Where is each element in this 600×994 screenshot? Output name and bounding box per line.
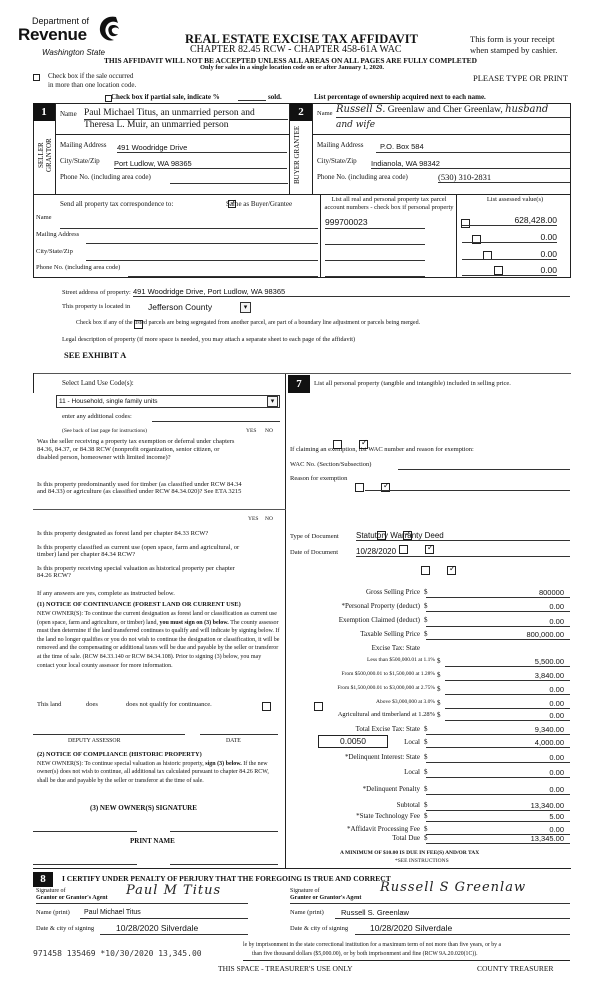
corr-city-input[interactable]: [86, 260, 318, 261]
buyer-name-handwritten-1: Russell S.: [336, 104, 386, 115]
question-historic-no[interactable]: [447, 566, 456, 575]
logo-dept-text: Department of: [32, 16, 90, 26]
does-not-label: does not qualify for continuance.: [126, 701, 212, 708]
total-state-value[interactable]: 9,340.00: [426, 724, 570, 735]
no-header-2: NO: [265, 516, 273, 522]
buyer-mailing-label: Mailing Address: [317, 141, 364, 149]
land-use-label: Select Land Use Code(s):: [62, 379, 134, 387]
exemption-claimed-label: Exemption Claimed (deduct): [338, 616, 420, 624]
section-8-badge: 8: [33, 872, 53, 887]
tier-4-value[interactable]: 0.00: [445, 698, 570, 709]
dor-swirl-icon: [96, 14, 122, 44]
street-address-value[interactable]: 491 Woodridge Drive, Port Ludlow, WA 98365: [133, 287, 570, 297]
grantee-signature[interactable]: Russell S Greenlaw: [380, 880, 527, 895]
grantee-name-label: Name (print): [290, 909, 324, 916]
parcel-number-0[interactable]: 999700023: [325, 217, 368, 227]
print-name-label: PRINT NAME: [130, 837, 175, 845]
total-due-label: Total Due: [392, 834, 420, 842]
assessed-value-3[interactable]: 0.00: [462, 265, 557, 276]
question-forest: Is this property designated as forest land per chapter 84.33 RCW?: [37, 530, 209, 537]
taxable-selling-price-label: Taxable Selling Price: [360, 630, 420, 638]
total-state-label: Total Excise Tax: State: [355, 725, 420, 733]
see-instructions-note: *SEE INSTRUCTIONS: [395, 858, 449, 864]
question-historic: Is this property receiving special valuation as historical property per chapter 84.26 RCW?: [37, 565, 235, 579]
processing-fee-value[interactable]: 0.00: [426, 824, 570, 835]
grantee-date-value[interactable]: 10/28/2020 Silverdale: [370, 923, 453, 933]
seller-name-label: Name: [60, 110, 77, 118]
partial-sale-percent-input[interactable]: [238, 100, 266, 101]
does-label: does: [86, 701, 98, 708]
buyer-name-label: Name: [317, 110, 333, 117]
grantee-date-label: Date & city of signing: [290, 925, 349, 932]
exemption-reason-label: Reason for exemption: [290, 475, 348, 482]
new-owner-sig-line-2[interactable]: [170, 831, 278, 832]
tier-ag-label: Agricultural and timberland at 1.28%: [337, 711, 435, 718]
gross-selling-price-label: Gross Selling Price: [365, 588, 420, 596]
buyer-name-handwritten-2: husband: [505, 104, 549, 115]
corr-mailing-input[interactable]: [86, 243, 318, 244]
assessed-header: List assessed value(s): [486, 196, 544, 203]
county-dropdown-icon[interactable]: ▾: [240, 302, 251, 313]
delinquent-penalty-value[interactable]: 0.00: [426, 784, 570, 795]
assessor-date-line[interactable]: [200, 734, 278, 735]
personal-property-deduct-label: *Personal Property (deduct): [341, 602, 420, 610]
doc-type-value[interactable]: Statutory Warranty Deed: [356, 531, 570, 541]
buyer-name-field[interactable]: [336, 104, 548, 115]
this-land-label: This land: [37, 701, 62, 708]
grantee-sig-label-2: Grantee or Grantor's Agent: [290, 895, 362, 901]
treasurer-use-label: THIS SPACE - TREASURER'S USE ONLY: [218, 964, 353, 973]
delinquent-interest-local-label: Local: [404, 768, 420, 776]
receipt-note-1: This form is your receipt: [470, 34, 555, 44]
dor-logo: [18, 14, 128, 62]
grantee-name-value[interactable]: Russell S. Greenlaw: [341, 908, 409, 917]
deputy-assessor-label: DEPUTY ASSESSOR: [68, 738, 121, 744]
land-use-select[interactable]: [56, 395, 280, 408]
subtotal-label: Subtotal: [396, 801, 420, 809]
question-timber-yes[interactable]: [355, 483, 364, 492]
print-name-line-2[interactable]: [170, 864, 278, 865]
exemption-label: If claiming an exemption, list WAC number and reason for exemption:: [290, 446, 474, 453]
street-address-label: Street address of property:: [62, 289, 131, 296]
same-as-buyer-label: Same as Buyer/Grantee: [226, 200, 293, 208]
buyer-name-typed: Greenlaw and Cher Greenlaw,: [387, 105, 503, 115]
new-owner-signature-label: (3) NEW OWNER(S) SIGNATURE: [90, 804, 197, 812]
grantee-sig-label-1: Signature of: [290, 888, 320, 894]
if-yes-note: If any answers are yes, complete as instructed below.: [37, 590, 175, 597]
notice2-body-b: If the new owner(s) does not wish to continue, all additional tax calculated pursuant to chapter 84.26 RCW, shall be due and payable by the seller or transferor at the time of sale.: [37, 761, 269, 784]
perjury-note-2: than five thousand dollars ($5,000.00), or by both imprisonment and fine (RCW 9A.20.020(1C)).: [252, 951, 478, 957]
logo-revenue-text: Revenue: [18, 25, 87, 44]
notice1-body-bold: you must sign on (3) below.: [159, 619, 229, 626]
treasurer-stamp: 971458 135469 *10/30/2020 13,345.00: [33, 949, 202, 958]
subtotal-value[interactable]: 13,340.00: [426, 800, 570, 811]
land-does-not-checkbox[interactable]: [314, 702, 323, 711]
logo-state-text: Washington State: [42, 48, 106, 57]
new-owner-sig-line-1[interactable]: [33, 831, 137, 832]
seller-phone-input[interactable]: [170, 183, 288, 184]
exemption-claimed-value[interactable]: 0.00: [426, 616, 570, 627]
processing-fee-label: *Affidavit Processing Fee: [347, 825, 420, 833]
corr-name-label: Name: [36, 214, 52, 221]
question-current-use: Is this property classified as current use (open space, farm and agricultural, or timber) land per chapter 84.34 RCW?: [37, 544, 240, 558]
notice2-body: [37, 760, 280, 785]
seller-side-label: SELLER GRANTOR: [37, 138, 53, 172]
multi-location-label-2: in more than one location code.: [48, 81, 137, 89]
land-use-selected-value: 11 - Household, single family units: [59, 398, 158, 405]
perjury-note-1: le by imprisonment in the state correctional institution for a maximum term of not more than five years, or by a: [243, 942, 502, 948]
seller-mailing-value[interactable]: 491 Woodridge Drive: [117, 143, 287, 153]
corr-phone-input[interactable]: [128, 276, 318, 277]
notice2-body-bold: sign (3) below.: [205, 761, 242, 767]
taxable-selling-price-value[interactable]: 800,000.00: [426, 629, 570, 640]
wac-input[interactable]: [398, 469, 570, 470]
buyer-name-handwritten-3[interactable]: and wife: [336, 120, 376, 130]
tier-3-value[interactable]: 0.00: [445, 684, 570, 695]
tier-1-label: Less than $500,000.01 at 1.1%: [367, 657, 435, 663]
legal-description-value[interactable]: SEE EXHIBIT A: [64, 350, 127, 360]
form-only-for: Only for sales in a single location code on or after January 1, 2020.: [200, 64, 384, 71]
ownership-note: List percentage of ownership acquired next to each name.: [314, 93, 486, 101]
grantor-name-value[interactable]: Paul Michael Titus: [84, 909, 141, 916]
notice1-body-a: NEW OWNER(S): To continue the current designation as forest land or classification as current use (open space, farm and agriculture, or timber) land,: [37, 611, 277, 626]
corr-phone-label: Phone No. (including area code): [36, 264, 121, 271]
multi-location-checkbox[interactable]: [33, 74, 40, 81]
gross-selling-price-value[interactable]: 800000: [426, 587, 570, 598]
tier-ag-value[interactable]: 0.00: [445, 710, 570, 721]
delinquent-interest-local-value[interactable]: 0.00: [426, 767, 570, 778]
grantor-sig-label-2: Grantor or Grantor's Agent: [36, 895, 108, 901]
personal-property-deduct-value[interactable]: 0.00: [426, 601, 570, 612]
print-name-line-1[interactable]: [33, 864, 137, 865]
grantor-date-label: Date & city of signing: [36, 925, 95, 932]
partial-sale-label: Check box if partial sale, indicate %: [111, 93, 220, 101]
form-warning: THIS AFFIDAVIT WILL NOT BE ACCEPTED UNLESS ALL AREAS ON ALL PAGES ARE FULLY COMPLETED: [104, 56, 477, 65]
notice2-body-a: NEW OWNER(S): To continue special valuation as historic property,: [37, 761, 204, 767]
minimum-due-note: A MINIMUM OF $10.00 IS DUE IN FEE(S) AND/OR TAX: [340, 850, 480, 856]
total-due-value[interactable]: 13,345.00: [426, 833, 570, 844]
doc-date-value[interactable]: 10/28/2020: [356, 547, 570, 557]
tech-fee-value[interactable]: 5.00: [426, 811, 570, 822]
corr-mailing-label: Mailing Address: [36, 231, 80, 238]
parcel-header: List all real and personal property tax parcel account numbers - check box if personal property: [324, 196, 454, 211]
seller-city-label: City/State/Zip: [60, 157, 100, 165]
county-value[interactable]: Jefferson County: [148, 302, 213, 312]
buyer-phone-label: Phone No. (including area code): [317, 173, 408, 181]
notice1-body: [37, 610, 280, 670]
receipt-note-2: when stamped by cashier.: [470, 45, 558, 55]
delinquent-penalty-label: *Delinquent Penalty: [362, 785, 420, 793]
please-type-note: PLEASE TYPE OR PRINT: [473, 73, 569, 83]
buyer-city-label: City/State/Zip: [317, 157, 357, 165]
additional-codes-input[interactable]: [152, 421, 280, 422]
delinquent-interest-state-value[interactable]: 0.00: [426, 752, 570, 763]
additional-codes-label: enter any additional codes:: [62, 413, 132, 420]
section-2-badge: 2: [290, 103, 312, 121]
local-tax-label: Local: [404, 738, 420, 746]
yes-header-1: YES: [246, 428, 257, 434]
personal-property-label: List all personal property (tangible and intangible) included in selling price.: [314, 380, 511, 387]
section-7-badge: 7: [288, 375, 310, 393]
notice1-body-b: The county assessor must then determine if the land transferred continues to qualify and will indicate by signing below. If the land no longer qualifies or you do not wish to continue the designation or classification, it will be removed and the compensating or additional taxes will be due and payable by the seller or transferor at the time of sale. (RCW 84.33.140 or RCW 84.34.108). Prior to signing (3) below, you may contact your local county assessor for more information.: [37, 619, 280, 669]
question-exemption: Was the seller receiving a property tax exemption or deferral under chapters 84.36, 84.37, or 84.38 RCW (nonprofit organization, senior citizen, or disabled person, homeowner with limited income)?: [37, 438, 235, 461]
multi-location-label-1: Check box if the sale occurred: [48, 72, 134, 80]
grantor-name-label: Name (print): [36, 909, 70, 916]
grantor-date-value[interactable]: 10/28/2020 Silverdale: [116, 923, 199, 933]
buyer-mailing-value[interactable]: P.O. Box 584: [380, 142, 424, 151]
doc-date-label: Date of Document: [290, 549, 339, 556]
corr-name-input[interactable]: [60, 228, 318, 229]
corr-city-label: City/State/Zip: [36, 248, 73, 255]
buyer-side-label: BUYER GRANTEE: [293, 125, 301, 185]
assessed-value-2[interactable]: 0.00: [462, 249, 557, 260]
land-use-dropdown-icon[interactable]: ▾: [267, 396, 278, 407]
land-use-instructions: (See back of last page for instructions): [62, 428, 147, 434]
exemption-reason-input[interactable]: [365, 490, 570, 491]
located-in-label: This property is located in: [62, 303, 131, 310]
buyer-city-value[interactable]: Indianola, WA 98342: [371, 159, 570, 169]
notice1-title: (1) NOTICE OF CONTINUANCE (FOREST LAND OR CURRENT USE): [37, 601, 241, 608]
excise-state-heading: Excise Tax: State: [371, 644, 420, 652]
seller-name-line1[interactable]: Paul Michael Titus, an unmarried person and: [84, 108, 255, 118]
no-header-1: NO: [265, 428, 273, 434]
tier-2-label: From $500,000.01 to $1,500,000 at 1.28%: [341, 671, 435, 677]
seller-city-value[interactable]: Port Ludlow, WA 98365: [114, 159, 287, 169]
local-tax-value[interactable]: 4,000.00: [426, 737, 570, 748]
seller-phone-label: Phone No. (including area code): [60, 173, 151, 181]
section-1-badge: 1: [33, 103, 55, 121]
buyer-phone-value[interactable]: (530) 310-2831: [438, 172, 570, 183]
land-does-checkbox[interactable]: [262, 702, 271, 711]
seller-mailing-label: Mailing Address: [60, 141, 107, 149]
question-timber: Is this property predominantly used for timber (as classified under RCW 84.34 and 84.33) or agriculture (as classified under RCW 84.34.020)? See ETA 3215: [37, 481, 242, 495]
deputy-assessor-sig-line[interactable]: [33, 734, 185, 735]
partial-sale-sold: sold.: [268, 93, 282, 101]
grantor-sig-label-1: Signature of: [36, 888, 66, 894]
grantor-signature[interactable]: Paul M Titus: [126, 883, 222, 898]
segregated-label: Check box if any of the listed parcels are being segregated from another parcel, are part of a boundary line adjustment or parcels being merged.: [76, 320, 421, 326]
seller-name-line2[interactable]: Theresa L. Muir, an unmarried person: [84, 120, 229, 130]
assessed-value-0[interactable]: 628,428.00: [462, 215, 557, 226]
wac-label: WAC No. (Section/Subsection): [290, 461, 372, 468]
tier-2-value[interactable]: 3,840.00: [445, 670, 570, 681]
tier-4-label: Above $3,000,000 at 3.0%: [376, 699, 435, 705]
question-historic-yes[interactable]: [421, 566, 430, 575]
form-chapter: CHAPTER 82.45 RCW - CHAPTER 458-61A WAC: [190, 44, 402, 55]
tech-fee-label: *State Technology Fee: [356, 812, 420, 820]
correspondence-label: Send all property tax correspondence to:: [60, 200, 174, 208]
assessor-date-label: DATE: [226, 738, 241, 744]
legal-description-label: Legal description of property (if more space is needed, you may attach a separate sheet to each page of the affidavit): [62, 336, 356, 343]
county-treasurer-label: COUNTY TREASURER: [477, 964, 554, 973]
notice2-title: (2) NOTICE OF COMPLIANCE (HISTORIC PROPERTY): [37, 751, 202, 758]
assessed-value-1[interactable]: 0.00: [462, 232, 557, 243]
form-title: REAL ESTATE EXCISE TAX AFFIDAVIT: [185, 32, 418, 46]
yes-header-2: YES: [248, 516, 259, 522]
delinquent-interest-state-label: *Delinquent Interest: State: [344, 753, 420, 761]
local-rate-box[interactable]: 0.0050: [318, 735, 388, 748]
certify-statement: I CERTIFY UNDER PENALTY OF PERJURY THAT THE FOREGOING IS TRUE AND CORRECT: [62, 874, 391, 883]
tier-3-label: From $1,500,000.01 to $3,000,000 at 2.75%: [337, 685, 435, 691]
doc-type-label: Type of Document: [290, 533, 339, 540]
tier-1-value[interactable]: 5,500.00: [445, 656, 570, 667]
